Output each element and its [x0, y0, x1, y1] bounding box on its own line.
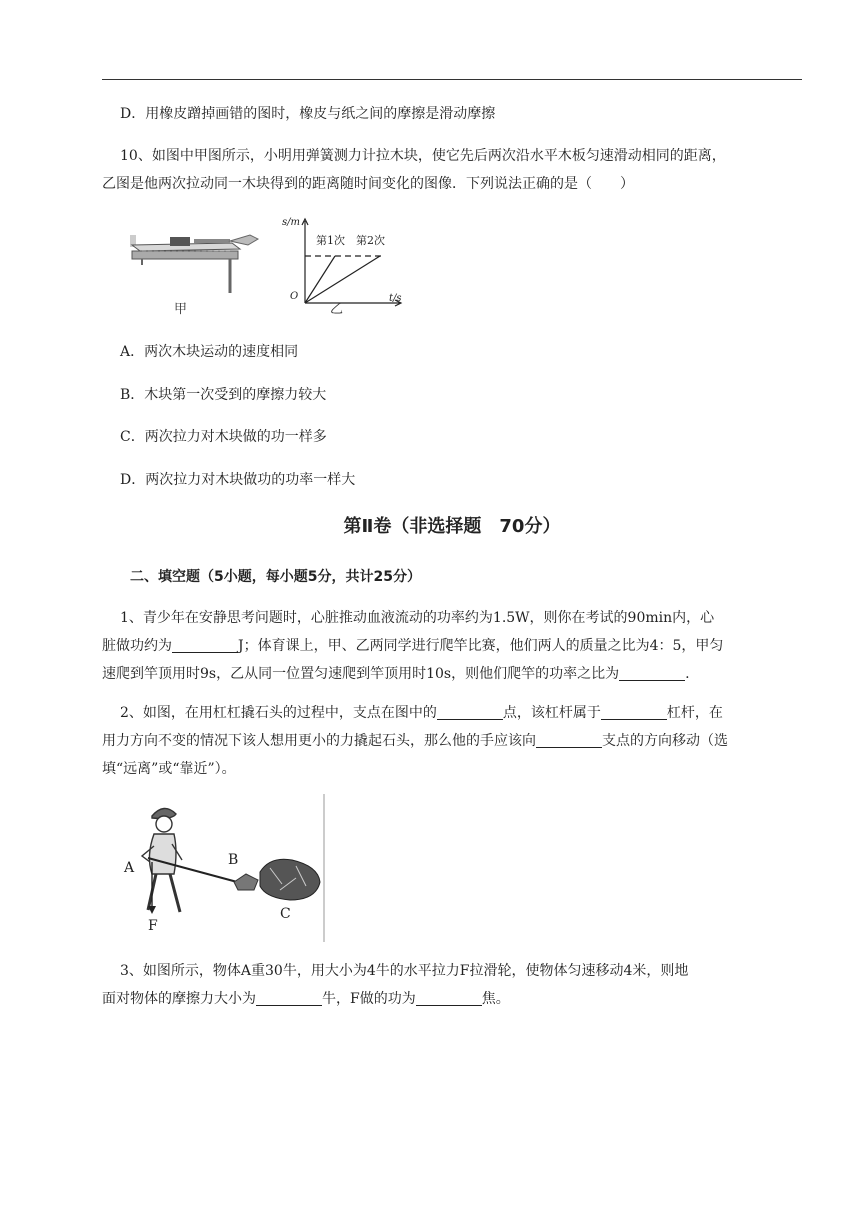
- header-rule: [102, 79, 802, 80]
- person-illustration: [142, 808, 182, 912]
- series-2-label: 第2次: [356, 234, 385, 247]
- label-jia: 甲: [174, 302, 188, 317]
- series-1-label: 第1次: [316, 234, 345, 247]
- origin-label: O: [290, 291, 299, 302]
- series-1-line: [305, 256, 335, 303]
- fill-question-2: 2、如图，在用杠杠撬石头的过程中，支点在图中的 点，该杠杆属于 杠杆，在 用力方向不变的情况下该人想用更小的力撬起石头，那么他的手应该向 支点的方向移动（选 填“远离”或“靠近”）。: [102, 705, 728, 777]
- y-axis-label: s/m: [282, 217, 300, 228]
- series-2-line: [305, 256, 380, 303]
- q10-figure: [122, 215, 422, 320]
- q10-option-a: A．两次木块运动的速度相同: [120, 344, 299, 360]
- q10-stem: 10、如图中甲图所示，小明用弹簧测力计拉木块，使它先后两次沿水平木板匀速滑动相同的距离， 乙图是他两次拉动同一木块得到的距离随时间变化的图像．下列说法正确的是（ ）: [102, 148, 726, 192]
- point-c-label: C: [280, 906, 291, 922]
- fill-question-3: 3、如图所示，物体A重30牛，用大小为4牛的水平拉力F拉滑轮，使物体匀速移动4米，则地 面对物体的摩擦力大小为 牛，F做的功为 焦。: [102, 963, 689, 1007]
- answer-blank[interactable]: [437, 703, 503, 720]
- answer-blank[interactable]: [619, 664, 685, 681]
- section2-title: 二、填空题（5小题，每小题5分，共计25分）: [130, 569, 421, 585]
- point-b-label: B: [228, 852, 239, 868]
- q10-option-d: D．两次拉力对木块做功的功率一样大: [120, 472, 356, 488]
- q9-option-d: D．用橡皮蹭掉画错的图时，橡皮与纸之间的摩擦是滑动摩擦: [120, 106, 496, 122]
- answer-blank[interactable]: [416, 989, 482, 1006]
- q10-option-c: C．两次拉力对木块做的功一样多: [120, 429, 327, 445]
- point-a-label: A: [124, 860, 135, 876]
- small-rock: [234, 874, 258, 890]
- answer-blank[interactable]: [536, 731, 602, 748]
- answer-blank[interactable]: [601, 703, 667, 720]
- x-axis-label: t/s: [389, 293, 402, 304]
- force-f-label: F: [148, 918, 158, 934]
- q10-option-b: B．木块第一次受到的摩擦力较大: [120, 387, 327, 403]
- part2-title: 第Ⅱ卷（非选择题 70分）: [343, 516, 561, 537]
- big-rock: [260, 859, 320, 900]
- s-t-graph: [302, 219, 401, 306]
- fill-question-1: 1、青少年在安静思考问题时，心脏推动血液流动的功率约为1.5W，则你在考试的90min内，心 脏做功约为 J；体育课上，甲、乙两同学进行爬竿比赛，他们两人的质量之比为4：5，甲匀 速爬到竿顶用时9s，乙从同一位置匀速爬到竿顶用时10s，则他们爬竿的功率之比为 .: [102, 610, 724, 682]
- answer-blank[interactable]: [256, 989, 322, 1006]
- answer-blank[interactable]: [172, 636, 238, 653]
- lever-figure: [120, 794, 330, 944]
- table-illustration: [130, 235, 258, 293]
- label-yi: 乙: [330, 302, 344, 317]
